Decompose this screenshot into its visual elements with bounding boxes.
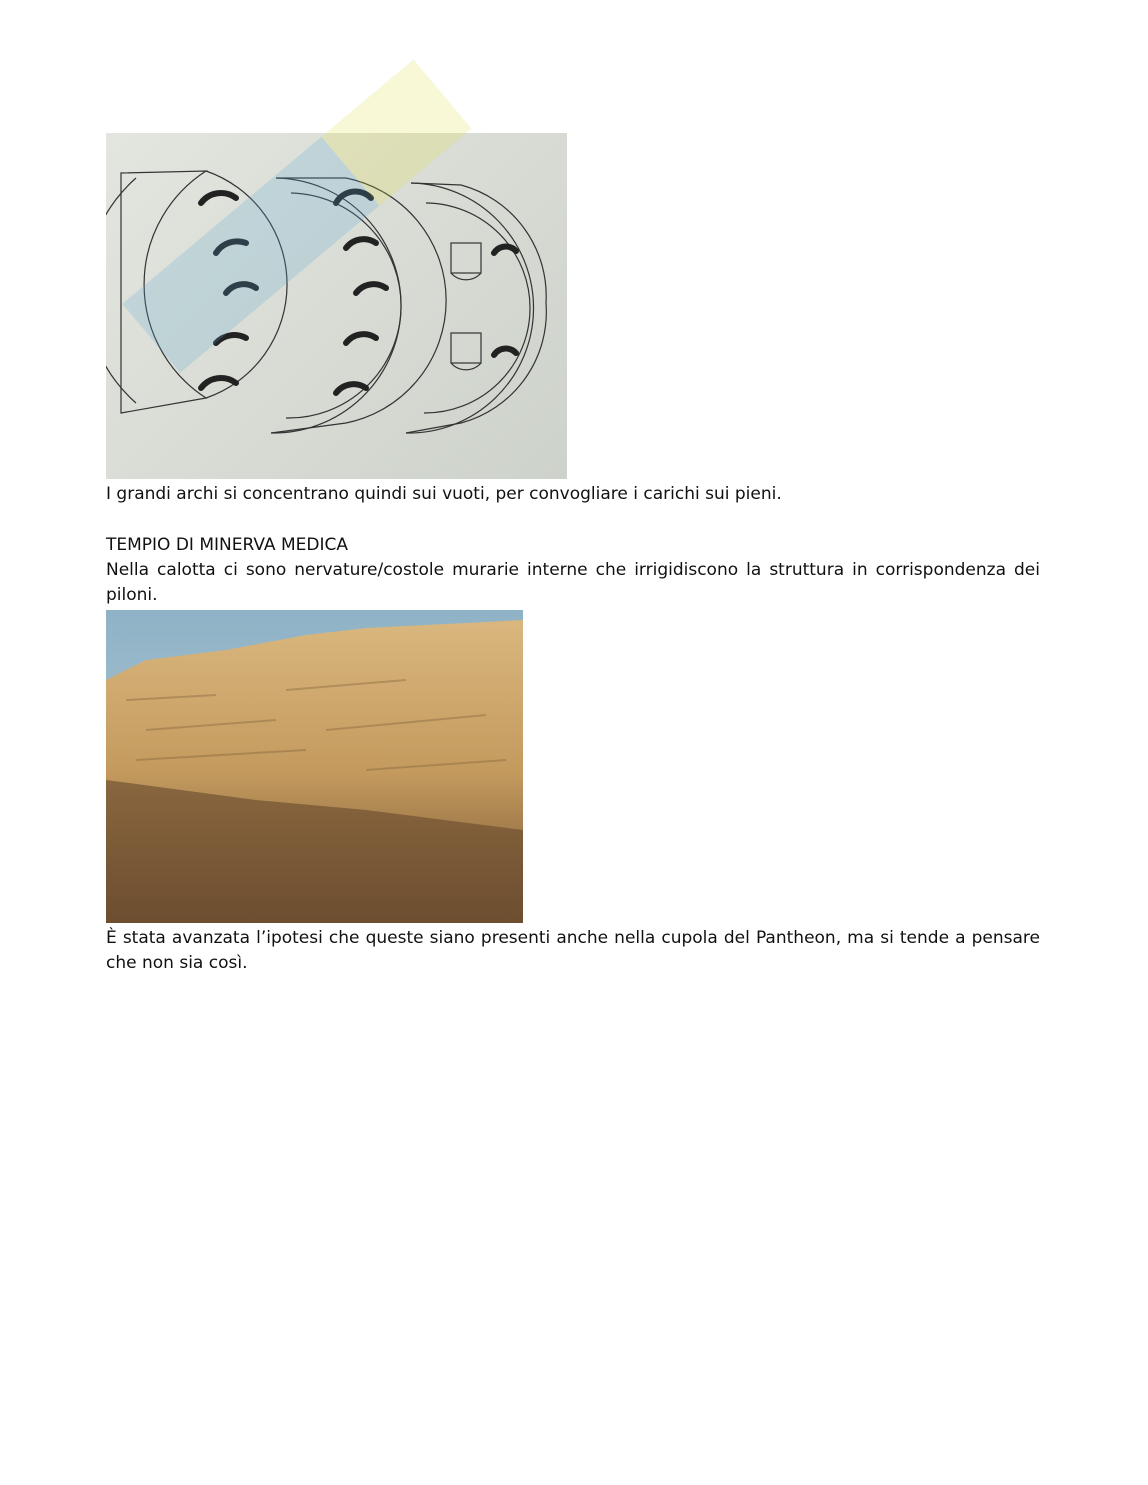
paragraph-ribs: Nella calotta ci sono nervature/costole murarie interne che irrigidiscono la struttura in corrispondenza dei piloni. <box>106 560 1040 605</box>
paragraph-pantheon: È stata avanzata l’ipotesi che queste siano presenti anche nella cupola del Pantheon, ma si tende a pensare che non sia così. <box>106 928 1040 973</box>
arches-diagram-drawing <box>106 133 567 479</box>
vault-wall-image <box>106 610 523 923</box>
section-heading: TEMPIO DI MINERVA MEDICA <box>106 535 348 555</box>
arches-diagram <box>106 133 567 479</box>
vault-wall-photo <box>106 610 523 923</box>
diagram-caption: I grandi archi si concentrano quindi sui vuoti, per convogliare i carichi sui pieni. <box>106 484 782 504</box>
